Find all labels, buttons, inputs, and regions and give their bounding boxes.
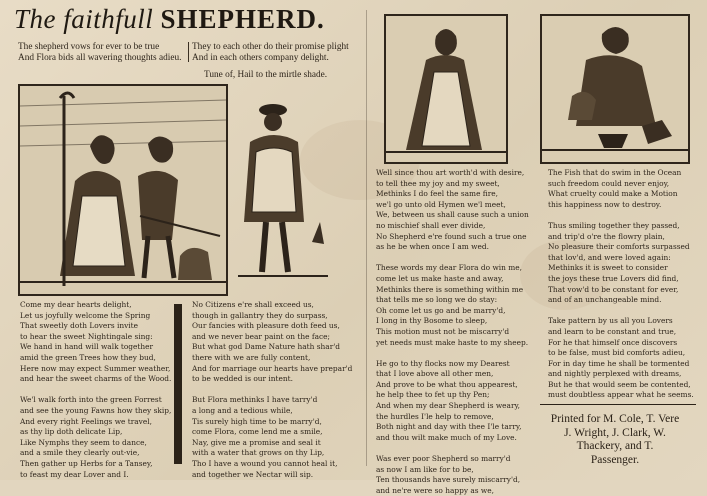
- verse-line: [376, 253, 529, 264]
- verse-line: No Citizens e're shall exceed us,: [192, 300, 314, 309]
- woodcut-seated-figure: [540, 14, 690, 164]
- intro-left-line: And Flora bids all wavering thoughts adieu.: [18, 52, 182, 63]
- intro-right: [192, 42, 349, 63]
- verse-line: Tho I have a wound you cannot heal it,: [192, 458, 338, 468]
- verse-line: And when my dear Shepherd is weary,: [376, 401, 521, 411]
- verse-line: We'l walk forth into the green Forrest: [20, 395, 162, 405]
- woodcut-shepherd-couple: [18, 84, 228, 296]
- verse-line: and we never bear paint on the face;: [192, 331, 330, 341]
- verse-line: But he that would seem be contented,: [548, 379, 691, 389]
- intro-left: [18, 42, 181, 63]
- verse-line: Methinks I do feel the same fire,: [376, 189, 498, 199]
- verse-line: and see the young Fawns how they skip,: [20, 405, 172, 415]
- fold-line: [366, 10, 367, 466]
- tune-line: Tune of, Hail to the mirtle shade.: [204, 70, 328, 80]
- column-divider-bar: [174, 304, 182, 464]
- verse-line: No Shepherd e're found such a true one: [376, 231, 527, 241]
- verse-line: the hurdles I'le help to remove,: [376, 411, 494, 421]
- verse-line: and thou wilt make much of my Love.: [376, 432, 517, 442]
- verse-line: as thy lip doth delicate Lip,: [20, 427, 123, 437]
- verse-line: this happiness now to destroy.: [548, 199, 662, 209]
- verse-line: to hear the sweet Nightingale sing:: [20, 331, 153, 341]
- verse-line: [192, 385, 352, 396]
- verse-line: He go to thy flocks now my Dearest: [376, 358, 510, 368]
- verse-line: Ten thousands have surely miscarry'd,: [376, 475, 521, 485]
- verse-line: and of an unchangeable mind.: [548, 295, 662, 305]
- intro-divider: [188, 42, 189, 62]
- intro-right-line: And in each others company delight.: [192, 52, 329, 63]
- verse-line: as now I am like for to be,: [376, 464, 474, 474]
- verse-line: Nay, give me a promise and seal it: [192, 437, 321, 447]
- verse-line: there with we are fully content,: [192, 352, 311, 362]
- verse-line: amid the green Trees how they bud,: [20, 352, 156, 362]
- intro-right-line: They to each other do their promise plight: [192, 42, 349, 52]
- verse-column-1: [20, 300, 171, 480]
- verse-line: Like Nymphs they seem to dance,: [20, 437, 147, 447]
- verse-line: Methinks there is something within me: [376, 284, 524, 294]
- verse-line: The Fish that do swim in the Ocean: [548, 168, 682, 177]
- verse-line: For he that himself once discovers: [548, 337, 678, 347]
- verse-line: we'l go unto old Hymen we'l meet,: [376, 199, 506, 209]
- verse-line: But what god Dame Nature hath shar'd: [192, 342, 341, 352]
- verse-line: Thus smiling together they passed,: [548, 220, 680, 230]
- verse-line: Our fancies with pleasure doth feed us,: [192, 321, 340, 331]
- verse-line: come let us make haste and away,: [376, 273, 504, 283]
- woodcut-woman: [384, 14, 508, 164]
- verse-line: And every right Feelings we travel,: [20, 416, 152, 426]
- woodcut-standing-man: [228, 92, 336, 282]
- verse-line: a long and a tedious while,: [192, 405, 293, 415]
- verse-line: [20, 385, 171, 396]
- verse-line: Here now may expect Summer weather,: [20, 363, 171, 373]
- verse-line: and a smile they clearly out-vie,: [20, 448, 140, 458]
- verse-line: yet needs must make haste to my sheep.: [376, 337, 529, 347]
- imprint-line: J. Wright, J. Clark, W.: [564, 426, 666, 439]
- title-part-2: SHEPHERD.: [160, 4, 325, 34]
- verse-column-4: [548, 168, 694, 401]
- verse-line: though in gallantry they do surpass,: [192, 310, 328, 320]
- verse-line: Then gather up Herbs for a Tansey,: [20, 458, 153, 468]
- title-part-1: The faithfull: [14, 4, 154, 34]
- verse-line: and hear the sweet charms of the Wood.: [20, 374, 172, 384]
- verse-line: We, between us shall cause such a union: [376, 210, 529, 220]
- verse-line: Take pattern by us all you Lovers: [548, 316, 673, 326]
- verse-line: For in day time he shall be tormented: [548, 358, 690, 368]
- verse-line: Come my dear hearts delight,: [20, 300, 132, 309]
- verse-line: Let us joyfully welcome the Spring: [20, 310, 151, 320]
- verse-line: the joys these true Lovers did find,: [548, 273, 679, 283]
- verse-line: Tis surely high time to be marry'd,: [192, 416, 322, 426]
- verse-column-2: [192, 300, 352, 480]
- verse-line: [548, 210, 694, 221]
- verse-line: Methinks it is sweet to consider: [548, 263, 668, 273]
- verse-line: to feast my dear Lover and I.: [20, 469, 129, 479]
- verse-line: This motion must not be miscarry'd: [376, 326, 510, 336]
- intro-left-line: The shepherd vows for ever to be true: [18, 42, 160, 52]
- verse-line: No pleasure their comforts surpassed: [548, 242, 690, 252]
- verse-line: and ne're were so happy as we,: [376, 485, 494, 495]
- verse-line: [548, 306, 694, 317]
- verse-line: with a water that grows on thy Lip,: [192, 448, 325, 458]
- imprint: [535, 413, 695, 467]
- verse-line: and learn to be constant and true,: [548, 326, 677, 336]
- verse-line: no mischief shall ever divide,: [376, 220, 486, 230]
- verse-line: [376, 348, 529, 359]
- verse-line: he help thee to fet up thy Pen;: [376, 390, 490, 400]
- verse-line: come Flora, come lend me a smile,: [192, 427, 323, 437]
- verse-line: That vow'd to be constant for ever,: [548, 284, 679, 294]
- ballad-title: [14, 4, 325, 35]
- verse-column-3: [376, 168, 529, 496]
- verse-line: that I love above all other men,: [376, 369, 494, 379]
- verse-line: Well since thou art worth'd with desire,: [376, 168, 525, 177]
- verse-line: must doubtless appear what he seems.: [548, 390, 694, 400]
- imprint-rule: [540, 404, 696, 405]
- imprint-line: Passenger.: [590, 453, 640, 466]
- verse-line: and together we Nectar will sip.: [192, 469, 314, 479]
- verse-line: Was ever poor Shepherd so marry'd: [376, 454, 511, 464]
- verse-line: These words my dear Flora do win me,: [376, 263, 522, 273]
- verse-line: as he be when once I am wed.: [376, 242, 489, 252]
- verse-line: And prove to be what thou appearest,: [376, 379, 518, 389]
- verse-line: to be false, must bid comforts adieu,: [548, 348, 686, 358]
- verse-line: But Flora methinks I have tarry'd: [192, 395, 318, 405]
- imprint-line: Printed for M. Cole, T. Vere: [550, 413, 680, 425]
- verse-line: Both night and day with thee I'le tarry,: [376, 422, 522, 432]
- verse-line: Oh come let us go and be marry'd,: [376, 305, 506, 315]
- verse-line: that tells me so long we do stay:: [376, 295, 498, 305]
- verse-line: that lov'd, and were loved again:: [548, 252, 671, 262]
- verse-line: [376, 443, 529, 454]
- verse-line: such freedom could never enjoy,: [548, 178, 670, 188]
- verse-line: to be wedded is our intent.: [192, 374, 293, 384]
- imprint-line: Thackery, and T.: [576, 440, 654, 452]
- verse-line: I long in thy Bosome to sleep,: [376, 316, 488, 326]
- verse-line: and nightly perplexed with dreams,: [548, 369, 682, 379]
- verse-line: And for marriage our hearts have prepar'd: [192, 363, 353, 373]
- verse-line: That sweetly doth Lovers invite: [20, 321, 138, 331]
- verse-line: We hand in hand will walk together: [20, 342, 154, 352]
- verse-line: and trip'd o're the flowry plain,: [548, 231, 665, 241]
- verse-line: to tell thee my joy and my sweet,: [376, 178, 500, 188]
- verse-line: What cruelty could make a Motion: [548, 189, 678, 199]
